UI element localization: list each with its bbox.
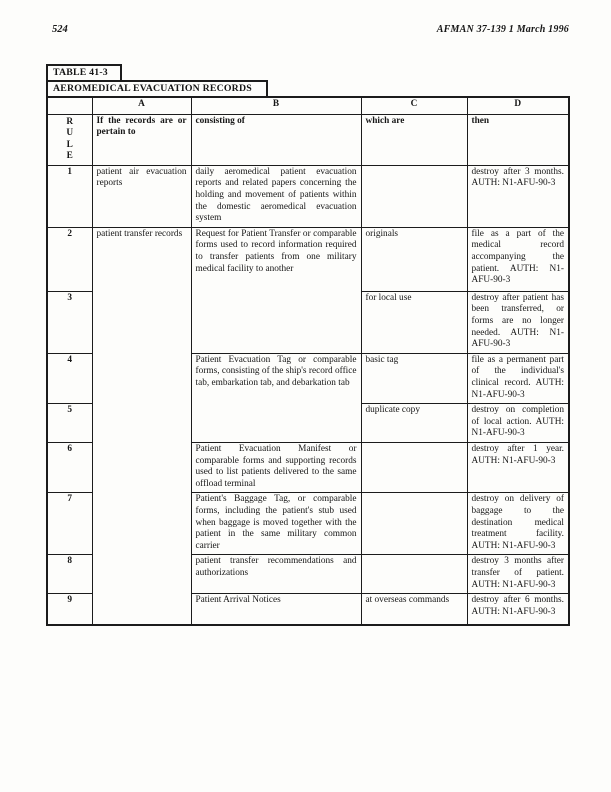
rule-number: 1	[47, 165, 92, 227]
rule-number: 6	[47, 442, 92, 492]
consisting-cell: Request for Patient Transfer or comparable forms used to record information required to transfer patients from one military medical facility to another	[191, 227, 361, 353]
rule-number: 8	[47, 555, 92, 594]
disposition-cell: file as a permanent part of the individual's clinical record. AUTH: N1-AFU-90-3	[467, 353, 569, 403]
rule-number: 2	[47, 227, 92, 291]
disposition-cell: file as a part of the medical record accompanying the patient. AUTH: N1-AFU-90-3	[467, 227, 569, 291]
rule-number: 5	[47, 404, 92, 443]
disposition-cell: destroy after 3 months. AUTH: N1-AFU-90-3	[467, 165, 569, 227]
which-are-cell	[361, 493, 467, 555]
records-table	[46, 96, 570, 626]
rule-column-header: R U L E	[47, 114, 92, 165]
rule-number: 4	[47, 353, 92, 403]
page-header	[52, 24, 569, 35]
column-letter-b: B	[191, 97, 361, 114]
disposition-cell: destroy after 6 months. AUTH: N1-AFU-90-3	[467, 594, 569, 625]
which-are-cell	[361, 442, 467, 492]
which-are-cell	[361, 555, 467, 594]
table-row-rule-2	[47, 227, 569, 291]
which-are-cell: for local use	[361, 291, 467, 353]
table-row-rule-1	[47, 165, 569, 227]
column-header-row	[47, 114, 569, 165]
document-reference: AFMAN 37-139 1 March 1996	[436, 24, 569, 35]
consisting-cell: daily aeromedical patient evacuation reports and related papers concerning the holding and movement of patients within the domestic aeromedical evacuation system	[191, 165, 361, 227]
disposition-cell: destroy on completion of local action. AUTH: N1-AFU-90-3	[467, 404, 569, 443]
disposition-cell: destroy on delivery of baggage to the destination medical treatment facility. AUTH: N1-AFU-90-3	[467, 493, 569, 555]
header-if-records: If the records are or pertain to	[92, 114, 191, 165]
disposition-cell: destroy after patient has been transferred, or forms are no longer needed. AUTH: N1-AFU-90-3	[467, 291, 569, 353]
header-then: then	[467, 114, 569, 165]
table-title-box: AEROMEDICAL EVACUATION RECORDS	[46, 80, 268, 98]
records-cell: patient transfer records	[92, 227, 191, 624]
rule-number: 9	[47, 594, 92, 625]
column-letter-row	[47, 97, 569, 114]
records-cell: patient air evacuation reports	[92, 165, 191, 227]
which-are-cell: originals	[361, 227, 467, 291]
which-are-cell	[361, 165, 467, 227]
disposition-cell: destroy 3 months after transfer of patient. AUTH: N1-AFU-90-3	[467, 555, 569, 594]
consisting-cell: patient transfer recommendations and authorizations	[191, 555, 361, 594]
rule-number: 7	[47, 493, 92, 555]
consisting-cell: Patient Evacuation Manifest or comparable forms and supporting records used to list patients delivered to the same offload terminal	[191, 442, 361, 492]
rule-number: 3	[47, 291, 92, 353]
disposition-cell: destroy after 1 year. AUTH: N1-AFU-90-3	[467, 442, 569, 492]
which-are-cell: basic tag	[361, 353, 467, 403]
which-are-cell: duplicate copy	[361, 404, 467, 443]
consisting-cell: Patient's Baggage Tag, or comparable forms, including the patient's stub used when baggage is moved together with the patient in the same military common carrier	[191, 493, 361, 555]
page-number: 524	[52, 24, 68, 35]
column-letter-a: A	[92, 97, 191, 114]
consisting-cell: Patient Evacuation Tag or comparable forms, consisting of the ship's record office tab, embarkation tab, and debarkation tab	[191, 353, 361, 442]
consisting-cell: Patient Arrival Notices	[191, 594, 361, 625]
header-consisting-of: consisting of	[191, 114, 361, 165]
records-table-section	[46, 64, 568, 626]
column-letter-c: C	[361, 97, 467, 114]
table-number-box: TABLE 41-3	[46, 64, 122, 82]
which-are-cell: at overseas commands	[361, 594, 467, 625]
column-letter-d: D	[467, 97, 569, 114]
header-which-are: which are	[361, 114, 467, 165]
corner-cell	[47, 97, 92, 114]
